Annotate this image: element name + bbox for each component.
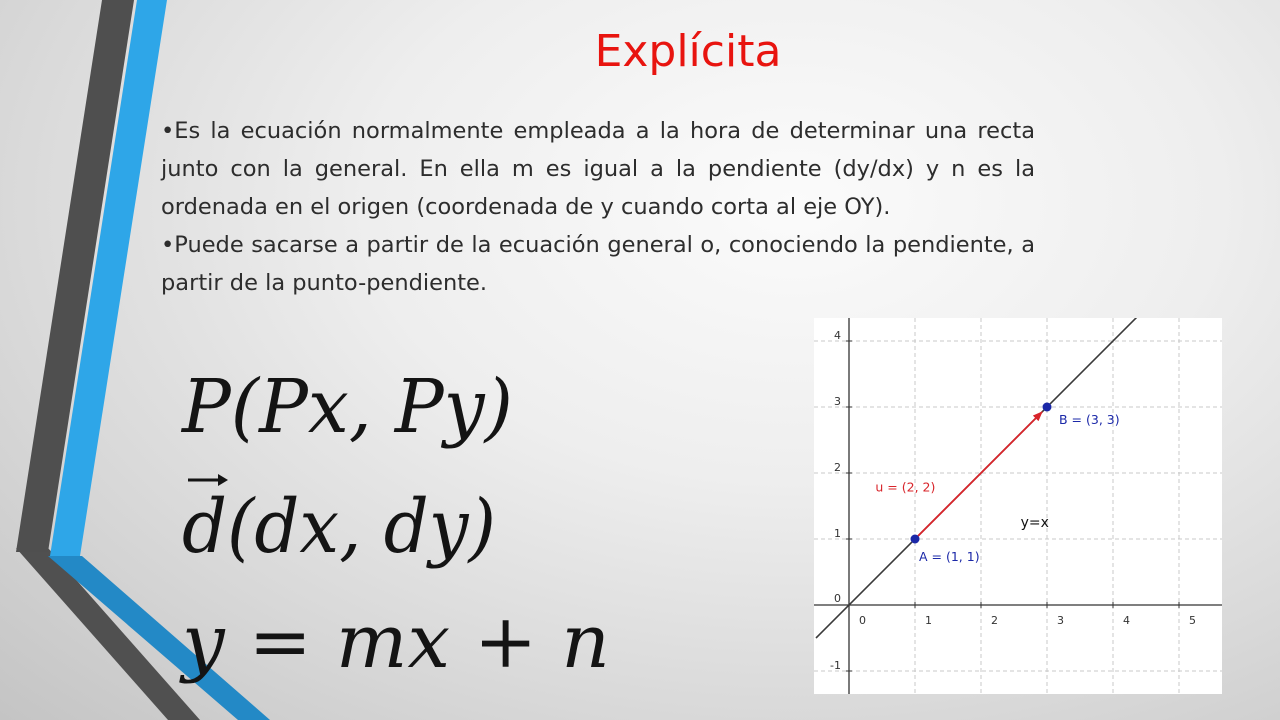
ribbon-dark-diagonal: [16, 548, 200, 720]
point-formula: P(Px, Py): [182, 364, 513, 450]
x-tick-label: 0: [859, 614, 866, 627]
x-tick-label: 1: [925, 614, 932, 627]
x-tick-label: 4: [1123, 614, 1130, 627]
y-tick-label: -1: [830, 659, 841, 672]
bullet-list: [161, 112, 1035, 302]
bullet-item: • Puede sacarse a partir de la ecuación general o, conociendo la pendiente, a partir de la punto-pendiente.: [161, 226, 1035, 302]
y-tick-label: 4: [834, 329, 841, 342]
point-a-label: A = (1, 1): [919, 549, 980, 564]
y-tick-label: 3: [834, 395, 841, 408]
line-y-equals-x: [816, 318, 1219, 638]
graph-canvas: [814, 318, 1222, 694]
bullet-item: • Es la ecuación normalmente empleada a la hora de determinar una recta junto con la general. En ella m es igual a la pendiente (dy/dx) y n es la ordenada en el origen (coordenada de y cuando corta al eje OY).: [161, 112, 1035, 226]
x-tick-label: 2: [991, 614, 998, 627]
x-tick-label: 3: [1057, 614, 1064, 627]
y-tick-label: 0: [834, 592, 841, 605]
point-b-label: B = (3, 3): [1059, 412, 1120, 427]
y-tick-label: 2: [834, 461, 841, 474]
line-label: y=x: [1020, 515, 1049, 532]
coordinate-graph: [814, 318, 1222, 694]
direction-vector-formula: d(dx, dy): [182, 484, 496, 570]
y-tick-label: 1: [834, 527, 841, 540]
point-b: [1043, 403, 1052, 412]
point-a: [911, 535, 920, 544]
x-tick-label: 5: [1189, 614, 1196, 627]
slide-title: Explícita: [594, 26, 782, 77]
vector-u-label: u = (2, 2): [875, 479, 936, 495]
explicit-equation-formula: y = mx + n: [182, 599, 610, 685]
